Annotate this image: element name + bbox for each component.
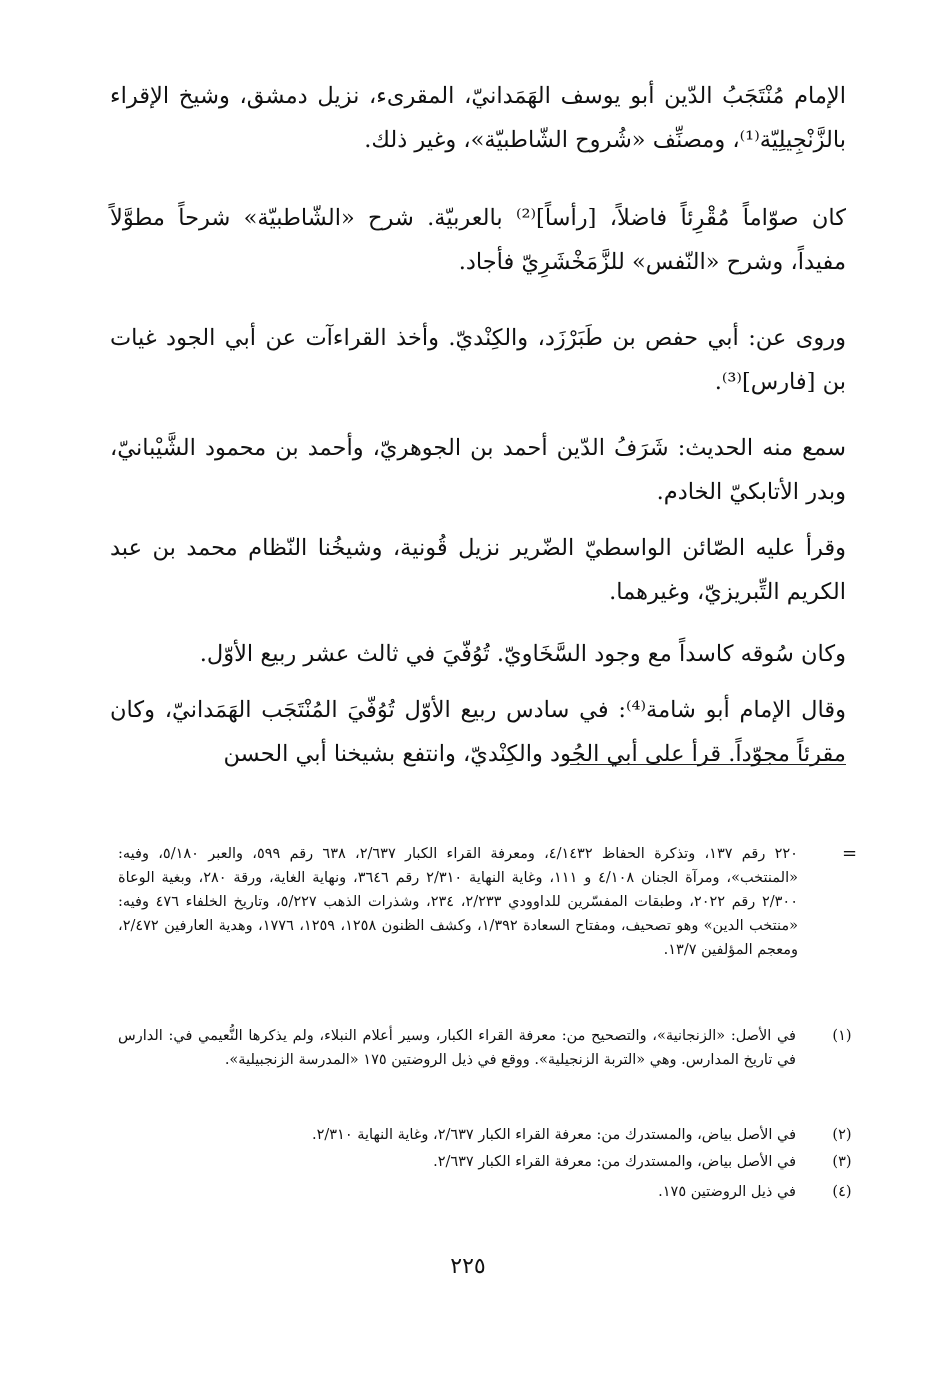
footnote-text: في ذيل الروضتين ١٧٥. (658, 1184, 796, 1200)
paragraph-intro: الإمام مُنْتَجَبُ الدّين أبو يوسف الهَمَدانيّ، المقرىء، نزيل دمشق، وشيخ الإقراء بالزَّنْجِيلِيّة⁽¹⁾، ومصنِّف «شُروح الشّاطبيّة»، وغير ذلك. (110, 83, 846, 153)
page-number: ٢٢٥ (450, 1254, 486, 1279)
footnote-number: (٤) (832, 1184, 852, 1200)
paragraph-students-hadith: سمع منه الحديث: شَرَفُ الدّين أحمد بن الجوهريّ، وأحمد بن محمود الشَّيْبانيّ، وبدر الأتابكيّ الخادم. (110, 435, 846, 505)
footnote-continuation-mark: = (842, 843, 858, 864)
footnote-text: في الأصل بياض، والمستدرك من: معرفة القراء الكبار ٢/٦٣٧. (433, 1154, 796, 1170)
paragraph-students-reading: وقرأ عليه الصّائن الواسطيّ الضّرير نزيل قُونية، وشيخُنا النّظام محمد بن عبد الكريم التِّبريزيّ، وغيرهما. (110, 535, 846, 605)
paragraph-description: كان صوّاماً مُقْرِئاً فاضلاً، [رأساً]⁽²⁾ بالعربيّة. شرح «الشّاطبيّة» شرحاً مطوَّلاً مفيداً، وشرح «النّفس» للزَّمَخْشَرِيّ فأجاد. (110, 205, 846, 275)
paragraph-abu-shama: وقال الإمام أبو شامة⁽⁴⁾: في سادس ربيع الأوّل تُوُفّيَ المُنْتَجَب الهَمَدانيّ، وكان مقرئاً مجوّداً. قرأ على أبي الجُود والكِنْديّ، وانتفع بشيخنا أبي الحسن (110, 697, 846, 767)
footnote-number: (١) (832, 1028, 852, 1044)
footnote-1 (118, 1024, 878, 1120)
footnote-text: في الأصل: «الزنجانية»، والتصحيح من: معرفة القراء الكبار، وسير أعلام النبلاء، ولم يذكرها النُّعيمي في: الدارس في تاريخ المدارس. وهي «التربة الزنجيلية». ووقع في ذيل الروضتين ١٧٥ «المدرسة الزنجبيلية». (118, 1028, 796, 1068)
paragraph-narration: وروى عن: أبي حفص بن طَبَرْزَد، والكِنْديّ. وأخذ القراءآت عن أبي الجود غيات بن [فارس]⁽³⁾. (110, 325, 846, 395)
footnote-separator (570, 764, 846, 765)
footnote-3 (118, 1150, 878, 1174)
footnote-4 (118, 1180, 878, 1204)
footnote-number: (٣) (832, 1154, 852, 1170)
footnote-continuation: ٢٢٠ رقم ١٣٧، وتذكرة الحفاظ ٤/١٤٣٢، ومعرفة القراء الكبار ٢/٦٣٧، ٦٣٨ رقم ٥٩٩، والعبر ٥/١٨٠، وفيه: «المنتخب»، ومرآة الجنان ٤/١٠٨ و ١١١، وغاية النهاية ٢/٣١٠ رقم ٣٦٤٦، ونهاية الغاية، ورقة ٢٨٠، وبغية الوعاة ٢/٣٠٠ رقم ٢٠٢٢، وطبقات المفسّرين للداوودي ٢/٢٣٣، ٢٣٤، وشذرات الذهب ٥/٢٢٧، وتاريخ الخلفاء ٤٧٦ وفيه: «منتخب الدين» وهو تصحيف، ومفتاح السعادة ١/٣٩٢، وكشف الظنون ١٢٥٨، ١٢٥٩، ١٧٧٦، وهدية العارفين ٢/٤٧٢، ومعجم المؤلفين ١٣/٧. (118, 846, 799, 958)
footnote-2 (118, 1123, 878, 1147)
footnote-text: في الأصل بياض، والمستدرك من: معرفة القراء الكبار ٢/٦٣٧، وغاية النهاية ٢/٣١٠. (311, 1127, 796, 1143)
paragraph-death: وكان سُوقه كاسداً مع وجود السَّخَاويّ. تُوُفّيَ في ثالث عشر ربيع الأوّل. (199, 641, 846, 667)
footnote-number: (٢) (832, 1127, 852, 1143)
